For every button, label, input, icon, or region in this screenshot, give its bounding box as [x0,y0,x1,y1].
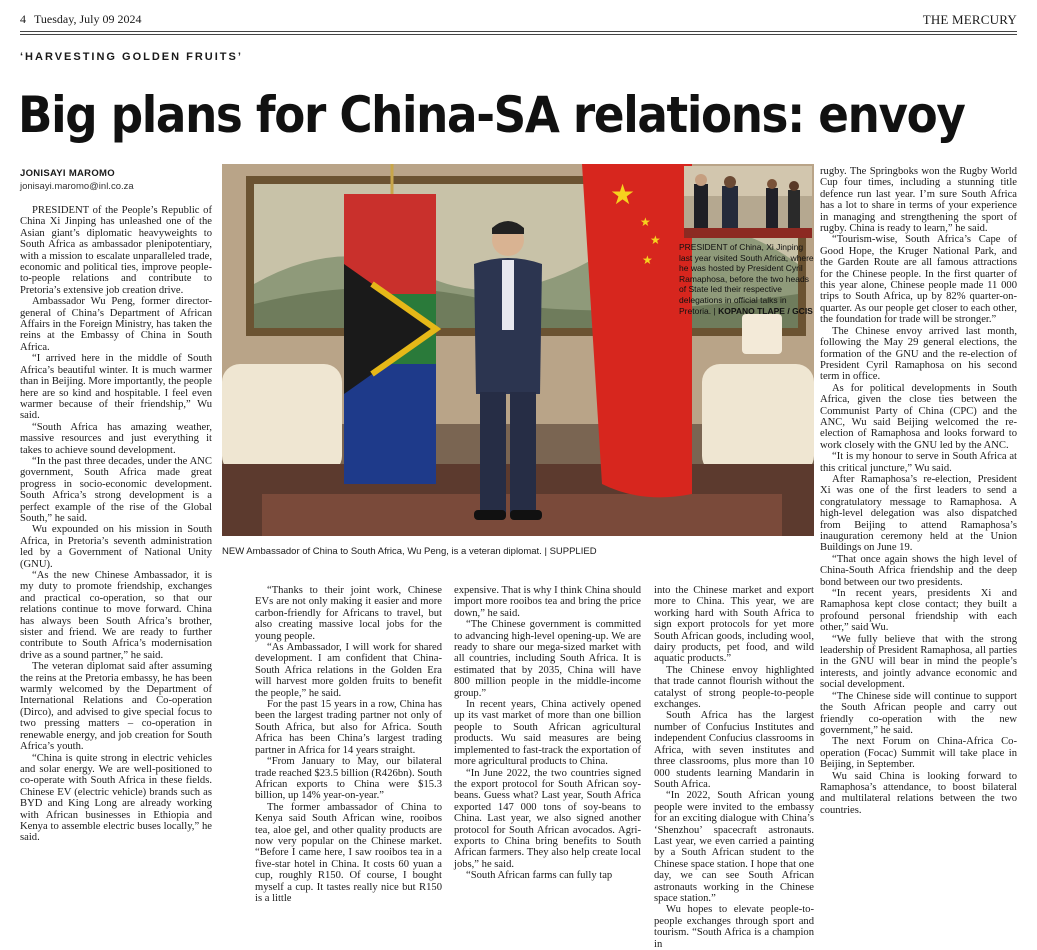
paragraph: Wu expounded on his mission in South Africa, in Pretoria’s seventh administration led by a Government of National Unity (GNU). [20,524,212,570]
inset-caption [679,242,814,316]
paragraph: Wu hopes to elevate people-to-people exchanges through sport and tourism. “South Africa is a champion in [654,904,814,950]
svg-text:★: ★ [610,178,636,211]
article-column-3 [454,585,641,882]
paragraph: The Chinese envoy arrived last month, following the May 29 general elections, the formation of the GNU and the re-election of President Cyril Ramaphosa on his second term in office. [820,325,1017,383]
article-column-1 [20,205,212,844]
paragraph: “I arrived here in the middle of South Africa’s beautiful winter. It is much warmer than in Beijing. More importantly, the people here are so kind and hospitable. I feel even warmer because of their friendship,” Wu said. [20,353,212,422]
article-column-5 [820,166,1017,816]
main-photo-caption: NEW Ambassador of China to South Africa, Wu Peng, is a veteran diplomat. | SUPPLIED [222,546,597,557]
paragraph: “It is my honour to serve in South Africa at this critical juncture,” Wu said. [820,451,1017,474]
paragraph: After Ramaphosa’s re-election, President Xi was one of the first leaders to send a congratulatory message to Ramaphosa. A high-level delegation was also dispatched from Beijing to attend Ramaphosa’s inauguration ceremony held at the Union Buildings on June 19. [820,473,1017,554]
paragraph: “The Chinese side will continue to support the South African people and carry out friendly co-operation with the new government,” he said. [820,690,1017,736]
page-header [20,12,1017,28]
south-africa-flag [344,194,436,484]
svg-text:★: ★ [650,233,661,247]
kicker: ‘HARVESTING GOLDEN FRUITS’ [20,51,243,63]
paragraph: “In the past three decades, under the ANC government, South Africa made great progress in socio-economic development. South Africa’s strong development is a perfect example of the rise of the Global South,” he said. [20,455,212,524]
paragraph: “China is quite strong in electric vehicles and solar energy. We are well-positioned to co-operate with South Africa in these fields. Chinese EV (electric vehicle) brands such as BYD and King Long are already working with African businesses in Ethiopia and Kenya to assemble electric buses locally,” he said. [20,752,212,844]
paragraph: Wu said China is looking forward to Ramaphosa’s attendance, to boost bilateral and multilateral relations between the two countries. [820,770,1017,816]
paragraph: into the Chinese market and export more to China. This year, we are working hard with South Africa to sign export protocols for yet more South African goods, including wool, dairy products, pet food, and wild aquatic products.” [654,585,814,665]
issue-date: Tuesday, July 09 2024 [34,12,142,26]
paragraph: “Tourism-wise, South Africa’s Cape of Good Hope, the Kruger National Park, and the Garden Route are all famous attractions for the Chinese people. In the first quarter of this year alone, Chinese people made 11 000 trips to South Africa, up by 82% quarter-on-quarter. As our people get closer to each other, the foundation for trade will be stronger.” [820,234,1017,326]
paragraph: expensive. That is why I think China should import more rooibos tea and bring the price down,” he said. [454,585,641,619]
paragraph: The next Forum on China-Africa Co-operation (Focac) Summit will take place in Beijing, in September. [820,736,1017,771]
paragraph: In recent years, China actively opened up its vast market of more than one billion people to South African agricultural products. Wu said measures are being implemented to fast-track the exportation of more agricultural products to China. [454,699,641,768]
byline-author: JONISAYI MAROMO [20,168,115,179]
article-column-4 [654,585,814,950]
headline: Big plans for China-SA relations: envoy [18,86,965,144]
byline [20,168,134,192]
publication-name: THE MERCURY [922,12,1017,27]
inset-photo [684,166,812,238]
paragraph: “As Ambassador, I will work for shared development. I am confident that China-South Africa relations in the Golden Era will harvest more golden fruits to benefit the people,” he said. [255,642,442,699]
paragraph: South Africa has the largest number of Confucius Institutes and independent Confucius classrooms in Africa, with seven institutes and three classrooms, plus more than 10 000 students learning Mandarin in South Africa. [654,710,814,790]
byline-email: jonisayi.maromo@inl.co.za [20,181,134,192]
paragraph: “As the new Chinese Ambassador, it is my duty to promote friendship, exchanges and practical co-operation, so that our relations continue to move forward. China has always been South Africa’s brother, sister and friend. We are ready to further contribute to South Africa’s modernisation drive as a sound partner,” he said. [20,570,212,661]
paragraph: The Chinese envoy highlighted that trade cannot flourish without the catalyst of strong people-to-people exchanges. [654,664,814,711]
paragraph: “In recent years, presidents Xi and Ramaphosa kept close contact; they built a profound personal friendship with each other,” said Wu. [820,588,1017,634]
paragraph: “South Africa has amazing weather, massive resources and just everything it takes to achieve sound development. [20,421,212,456]
paragraph: “South African farms can fully tap [466,870,613,882]
paragraph: As for political developments in South Africa, given the close ties between the Communist Party of China (CPC) and the ANC, Wu said Beijing welcomed the re-election of Ramaphosa and looks forward to work closely with the GNU led by the ANC. [820,382,1017,451]
paragraph: rugby. The Springboks won the Rugby World Cup four times, including a stunning title defence run last year. I’m sure South Africa has a lot to share in terms of your experience in managing and strengthening the sport of rugby. China is ready to learn,” he said. [820,166,1017,235]
paragraph: PRESIDENT of the People’s Republic of China Xi Jinping has unleashed one of the Asian giant’s diplomatic heavyweights to South Africa as ambassador plenipotentiary, with a mission to escalate unparalleled trade, economic and political ties, improve people-to-people relations and contribute to Pretoria’s extensive job creation drive. [20,205,212,296]
paragraph: Ambassador Wu Peng, former director-general of China’s Department of African Affairs in the Foreign Ministry, has taken the reins at the Embassy of China in South Africa. [20,296,212,353]
header-rule-thin [20,34,1017,35]
paragraph: “In 2022, South African young people were invited to the embassy for an exciting dialogue with China’s ‘Shenzhou’ spacecraft astronauts. Last year, we even carried a painting by a South African student to the Chinese space station. I hope that one day, we can see South African astronauts working in the Chinese space station.” [654,790,814,904]
article-column-2 [255,585,442,904]
paragraph: “That once again shows the high level of China-South Africa friendship and the deep bond between our two presidents. [820,553,1017,588]
paragraph: “The Chinese government is committed to advancing high-level opening-up. We are ready to share our mega-sized market with all countries, including South Africa. It is estimated that by 2035, China will have 800 million people in the middle-income group.” [454,619,641,699]
svg-text:★: ★ [640,215,651,229]
paragraph: “Thanks to their joint work, Chinese EVs are not only making it easier and more carbon-friendly for Africans to travel, but also creating massive local jobs for the young people. [255,585,442,642]
page-number: 4 [20,12,26,26]
svg-text:★: ★ [642,253,653,267]
paragraph: For the past 15 years in a row, China has been the largest trading partner not only of South Africa, but also for Africa. South Africa has been China’s largest trading partner in Africa for 14 years straight. [255,699,442,756]
presidents-photo-illustration [684,166,812,238]
header-rule [20,31,1017,32]
paragraph: “In June 2022, the two countries signed the export protocol for South African soy-beans. Guess what? Last year, South Africa exported 147 000 tons of soy-beans to China. Last year, we also signed another protocol for South African avocados. Agri-exports to China bring benefits to South African farmers. They also help create local jobs,” he said. [454,767,641,870]
paragraph: “We fully believe that with the strong leadership of President Ramaphosa, all parties in the GNU will bear in mind the people’s interests, and jointly advance economic and social development. [820,633,1017,691]
paragraph: The former ambassador of China to Kenya said South African wine, rooibos tea, aloe gel, and other quality products are now very popular on the Chinese market. “Before I came here, I saw rooibos tea in a five-star hotel in China. It costs 60 yuan a cup, roughly R150. Of course, I bought myself a cup. It tastes really nice but R150 is a little [255,801,442,904]
paragraph: The veteran diplomat said after assuming the reins at the Pretoria embassy, he has been warmly welcomed by the Department of International Relations and Co-operation (Dirco), and advised to give special focus to two pressing matters – co-operation in renewable energy, and job creation for South Africa’s youth. [20,661,212,753]
inset-photo-credit: KOPANO TLAPE / GCIS [718,305,813,316]
paragraph: “From January to May, our bilateral trade reached $23.5 billion (R426bn). South African exports to China were $15.3 billion, up 14% year-on-year.” [255,756,442,802]
inset-caption-text: PRESIDENT of China, Xi Jinping last year visited South Africa, where he was hosted by President Cyril Ramaphosa, before the two heads of State led their respective delegations in official talks in Pretoria. | [679,242,814,316]
